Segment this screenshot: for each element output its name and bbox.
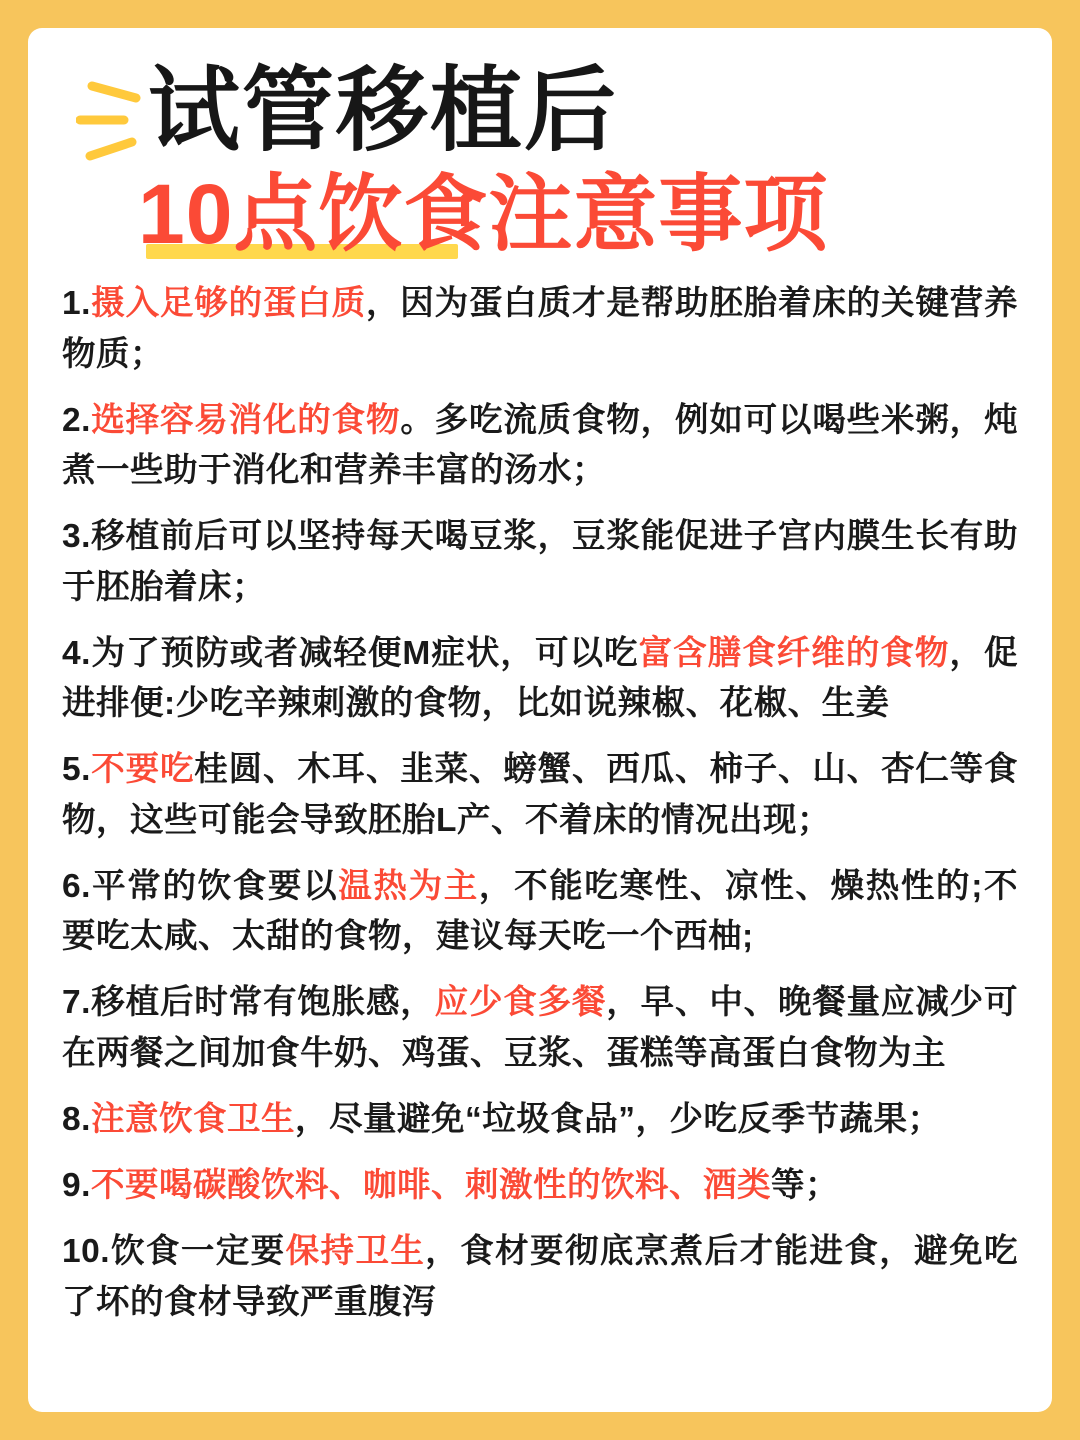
list-item-highlight: 应少食多餐 <box>434 984 607 1022</box>
list-item <box>62 512 1018 613</box>
list-item-text: ，食材要彻底烹煮后才能进食，避免吃了坏的食材导致严重腹泻 <box>62 1233 1019 1321</box>
list-item-text: 为了预防或者减轻便M症状，可以吃 <box>90 634 639 672</box>
list-item-text: 等； <box>770 1167 839 1205</box>
list-item-number: 2. <box>62 401 91 439</box>
list-item-number: 10. <box>62 1233 111 1271</box>
list-item-text: ，促进排便:少吃辛辣刺激的食物，比如说辣椒、花椒、生姜 <box>62 634 1019 723</box>
list-item-text: ，不能吃寒性、凉性、燥热性的;不要吃太咸、太甜的食物，建议每天吃一个西柚; <box>62 867 1019 956</box>
list-item-highlight: 富含膳食纤维的食物 <box>638 634 950 672</box>
subtitle-wrap <box>62 167 1018 261</box>
list-item <box>62 1227 1018 1328</box>
list-item <box>62 862 1018 963</box>
list-item-highlight: 不要喝碳酸饮料、咖啡、刺激性的饮料、酒类 <box>90 1167 771 1205</box>
list-item-text: 移植前后可以坚持每天喝豆浆，豆浆能促进子宫内膜生长有助于胚胎着床； <box>62 518 1018 606</box>
list-item-text: 饮食一定要 <box>110 1233 286 1271</box>
list-item <box>62 396 1018 497</box>
list-item-highlight: 保持卫生 <box>285 1233 426 1271</box>
list-item-text: 移植后时常有饱胀感， <box>90 984 435 1022</box>
list-item-number: 8. <box>62 1100 91 1138</box>
list-item <box>62 629 1018 730</box>
list-item <box>62 745 1018 846</box>
list-item-text: 桂圆、木耳、韭菜、螃蟹、西瓜、柿子、山、杏仁等食物，这些可能会导致胚胎L产、不着床的情况出现； <box>62 751 1019 839</box>
list-item <box>62 1095 1018 1145</box>
list-item-highlight: 注意饮食卫生 <box>90 1100 295 1138</box>
list-item-number: 5. <box>62 751 91 789</box>
list-item-highlight: 摄入足够的蛋白质 <box>90 285 366 323</box>
list-item-number: 9. <box>62 1167 91 1205</box>
list-item <box>62 978 1018 1079</box>
title-block <box>62 62 1018 261</box>
list-item-highlight: 不要吃 <box>90 751 195 789</box>
list-item-number: 4. <box>62 634 91 672</box>
page-title: 试管移植后 <box>148 60 619 162</box>
list-item-number: 1. <box>62 285 91 323</box>
tips-list <box>62 279 1018 1328</box>
list-item-highlight: 温热为主 <box>338 867 479 905</box>
list-item-number: 7. <box>62 984 91 1022</box>
list-item-text: ，尽量避免“垃圾食品”，少吃反季节蔬果； <box>294 1100 942 1138</box>
list-item-text: ，早、中、晚餐量应减少可在两餐之间加食牛奶、鸡蛋、豆浆、蛋糕等高蛋白食物为主 <box>62 984 1019 1072</box>
list-item-text: 平常的饮食要以 <box>90 867 339 905</box>
page-subtitle: 10点饮食注意事项 <box>138 167 829 262</box>
poster-card <box>28 28 1052 1412</box>
list-item-number: 3. <box>62 518 91 556</box>
list-item <box>62 279 1018 380</box>
list-item-text: 。多吃流质食物，例如可以喝些米粥，炖煮一些助于消化和营养丰富的汤水； <box>62 401 1019 490</box>
list-item-number: 6. <box>62 867 91 905</box>
list-item <box>62 1161 1018 1211</box>
list-item-text: ，因为蛋白质才是帮助胚胎着床的关键营养物质； <box>62 285 1018 373</box>
list-item-highlight: 选择容易消化的食物 <box>90 401 401 439</box>
